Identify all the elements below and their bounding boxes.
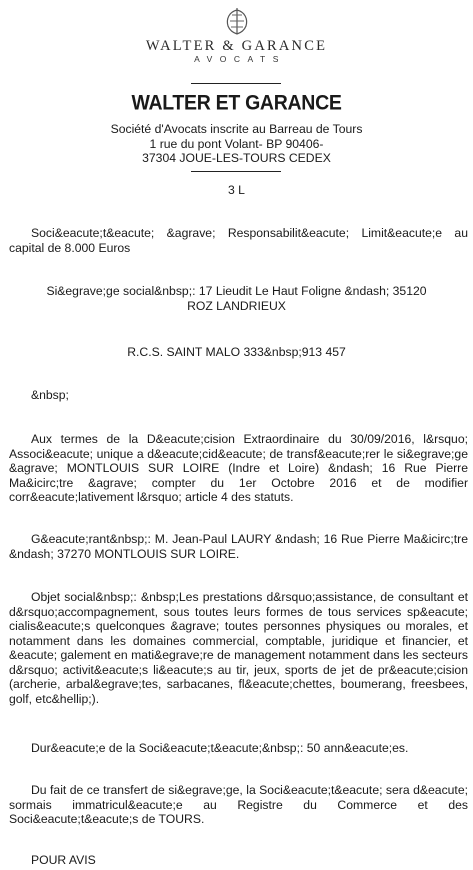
reference-code: 3 L [228, 183, 245, 197]
paragraph-manager: G&eacute;rant&nbsp;: M. Jean-Paul LAURY &ndash; 16 Rue Pierre Ma&icirc;tre &ndash; 37270 MONTLOUIS SUR LOIRE. [9, 532, 468, 561]
paragraph-company-form: Soci&eacute;t&eacute; &agrave; Responsabilit&eacute; Limit&eacute;e au capital de 8.000 Euros [9, 226, 468, 255]
address-line-1: Société d'Avocats inscrite au Barreau de Tours [110, 122, 363, 136]
address-line-3: 37304 JOUE-LES-TOURS CEDEX [142, 151, 331, 165]
logo-subtitle: AVOCATS [194, 54, 286, 64]
logo-name: WALTER & GARANCE [145, 38, 328, 54]
closing-notice: POUR AVIS [31, 853, 96, 867]
paragraph-corporate-purpose: Objet social&nbsp;: &nbsp;Les prestations d&rsquo;assistance, de consultant et d&rsquo;accompagnement, sous toutes leurs formes de tous services sp&eacute; cialis&eacute;s quelconques &agrave; toutes personnes physiques ou morales, et notamment dans les domaines commercial, comptable, juridique et financier, et &eacute; galement en mati&egrave;re de management notamment dans les secteurs d&rsquo; activit&eacute;s li&eacute;s au tir, jeux, sports de jet de pr&eacute;cision (archerie, arbal&egrave;tes, sarbacanes, fl&eacute;chettes, boumerang, freesbees, golf, etc&hellip;). [9, 590, 468, 706]
divider-middle [191, 171, 281, 172]
address-line-2: 1 rue du pont Volant- BP 90406- [149, 136, 324, 151]
firm-address [0, 122, 473, 166]
firm-title: WALTER ET GARANCE [131, 91, 342, 115]
paragraph-blank: &nbsp; [31, 388, 69, 402]
paragraph-duration: Dur&eacute;e de la Soci&eacute;t&eacute;&nbsp;: 50 ann&eacute;es. [31, 741, 409, 755]
firm-logo [0, 6, 473, 65]
paragraph-registered-office: Si&egrave;ge social&nbsp;: 17 Lieudit Le Haut Foligne &ndash; 35120 ROZ LANDRIEUX [46, 284, 427, 313]
divider-top [191, 83, 281, 84]
paragraph-decision: Aux termes de la D&eacute;cision Extraordinaire du 30/09/2016, l&rsquo; Associ&eacute; unique a d&eacute;cid&eacute; de transf&eacute;rer le si&egrave;ge &agrave; MONTLOUIS SUR LOIRE (Indre et Loire) &ndash; 16 Rue Pierre Ma&icirc;tre &agrave; compter du 1er Octobre 2016 et de modifier corr&eacute;lativement l&rsquo; article 4 des statuts. [9, 432, 468, 504]
paragraph-rcs: R.C.S. SAINT MALO 333&nbsp;913 457 [127, 345, 346, 359]
firm-emblem-icon [220, 6, 254, 36]
paragraph-transfer: Du fait de ce transfert de si&egrave;ge, la Soci&eacute;t&eacute; sera d&eacute; sormais immatricul&eacute;e au Registre du Commerce et des Soci&eacute;t&eacute;s de TOURS. [9, 783, 468, 826]
